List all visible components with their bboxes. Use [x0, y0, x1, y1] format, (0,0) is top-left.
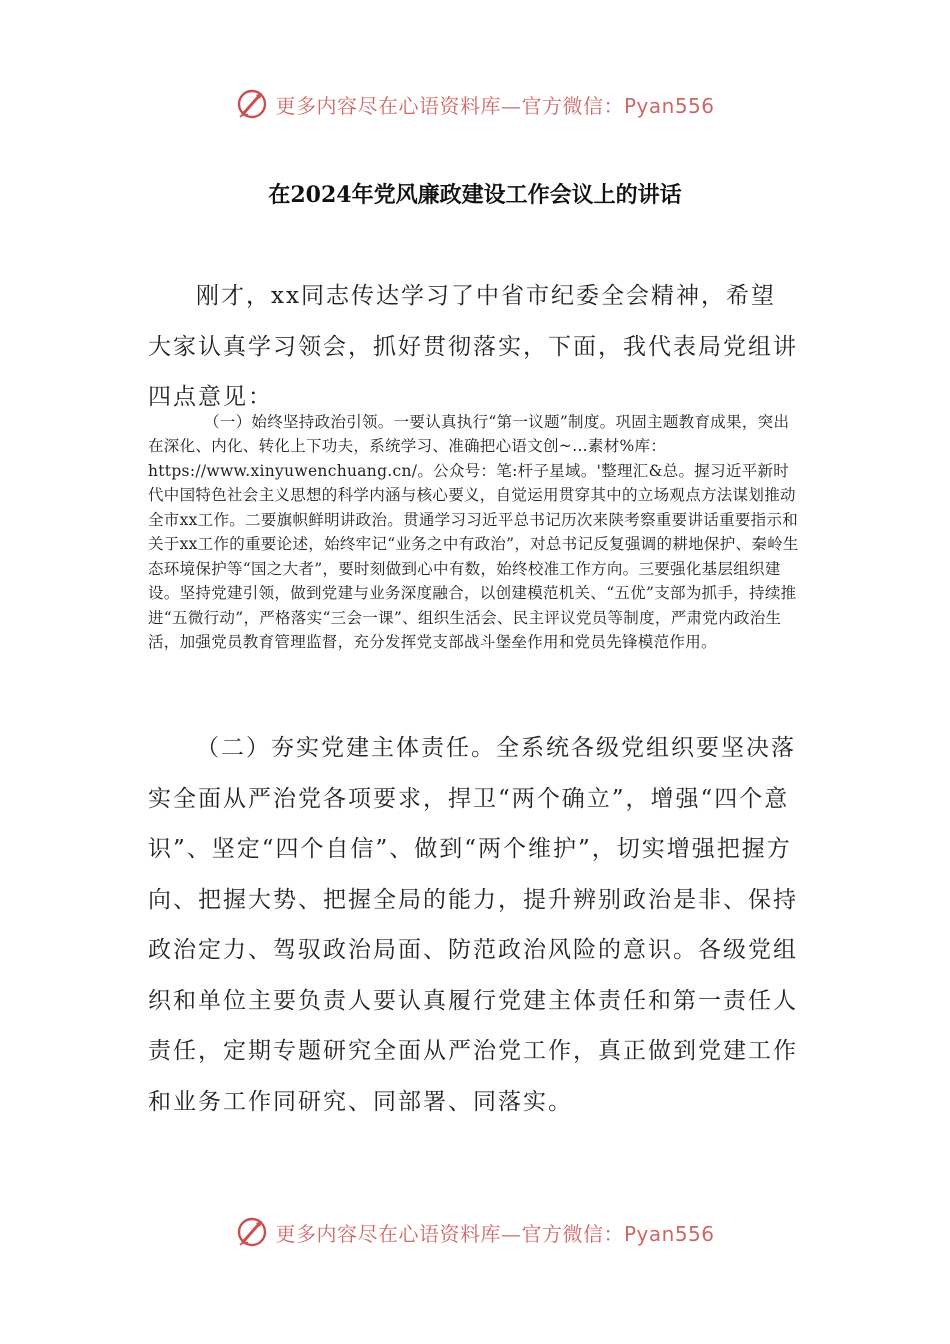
- section-one-paragraph: （一）始终坚持政治引领。一要认真执行“第一议题”制度。巩固主题教育成果，突出在深化、内化、转化上下功夫，系统学习、准确把心语文创~…素材%库：https://www.xinyuwenchuang.cn/。公众号：笔:杆子星域。'整理汇&总。握习近平新时代中国特色社会主义思想的科学内涵与核心要义，自觉运用贯穿其中的立场观点方法谋划推动全市xx工作。二要旗帜鲜明讲政治。贯通学习习近平总书记历次来陕考察重要讲话重要指示和关于xx工作的重要论述，始终牢记“业务之中有政治”，对总书记反复强调的耕地保护、秦岭生态环境保护等“国之大者”，要时刻做到心中有数，始终校准工作方向。三要强化基层组织建设。坚持党建引领，做到党建与业务深度融合，以创建模范机关、“五优”支部为抓手，持续推进“五微行动”，严格落实“三会一课”、组织生活会、民主评议党员等制度，严肃党内政治生活，加强党员教育管理监督，充分发挥党支部战斗堡垒作用和党员先锋模范作用。: [148, 412, 799, 651]
- section-two-paragraph: （二）夯实党建主体责任。全系统各级党组织要坚决落实全面从严治党各项要求，捍卫“两个确立”，增强“四个意识”、坚定“四个自信”、做到“两个维护”，切实增强把握方向、把握大势、把握全局的能力，提升辨别政治是非、保持政治定力、驾驭政治局面、防范政治风险的意识。各级党组织和单位主要负责人要认真履行党建主体责任和第一责任人责任，定期专题研究全面从严治党工作，真正做到党建工作和业务工作同研究、同部署、同落实。: [148, 735, 798, 1115]
- watermark-text: 更多内容尽在心语资料库—官方微信：Pyan556: [275, 1221, 715, 1246]
- footer-watermark: [0, 1212, 950, 1252]
- pen-circle-logo-icon: [235, 87, 269, 121]
- watermark-text: 更多内容尽在心语资料库—官方微信：Pyan556: [275, 93, 715, 118]
- pen-circle-logo-icon: [235, 1215, 269, 1249]
- header-watermark: [0, 84, 950, 124]
- page-title: 在2024年党风廉政建设工作会议上的讲话: [268, 182, 682, 208]
- intro-paragraph: 刚才，xx同志传达学习了中省市纪委全会精神，希望大家认真学习领会，抓好贯彻落实，下面，我代表局党组讲四点意见：: [148, 283, 798, 410]
